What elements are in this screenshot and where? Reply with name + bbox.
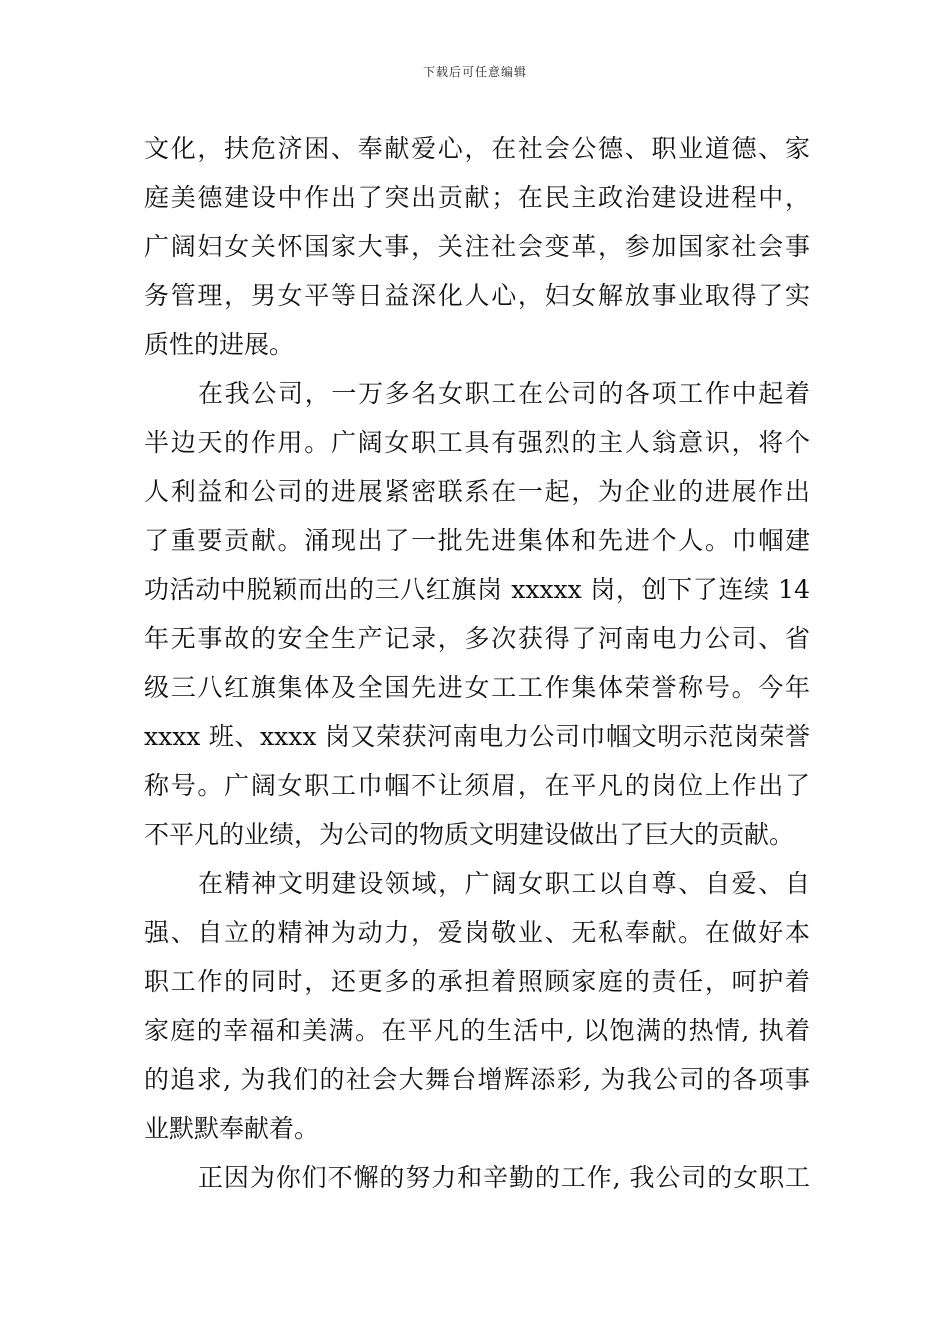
text-line: 正因为你们不懈的努力和辛勤的工作, 我公司的女职工 (198, 1163, 810, 1192)
text-line: 人利益和公司的进展紧密联系在一起，为企业的进展作出 (144, 477, 810, 506)
text-line: 的追求, 为我们的社会大舞台增辉添彩, 为我公司的各项事 (144, 1065, 810, 1094)
text-line: 庭美德建设中作出了突出贡献；在民主政治建设进程中， (144, 183, 810, 212)
text-line: 半边天的作用。广阔女职工具有强烈的主人翁意识，将个 (144, 428, 810, 457)
page-header: 下载后可任意编辑 (422, 65, 527, 79)
paragraph-2 (144, 369, 810, 859)
text-line: 在我公司，一万多名女职工在公司的各项工作中起着 (198, 379, 810, 408)
paragraph-4 (144, 1153, 810, 1202)
text-line: 不平凡的业绩，为公司的物质文明建设做出了巨大的贡献。 (144, 820, 795, 849)
text-line: 务管理，男女平等日益深化人心，妇女解放事业取得了实 (144, 281, 810, 310)
text-line: 称号。广阔女职工巾帼不让须眉，在平凡的岗位上作出了 (144, 771, 810, 800)
text-line: 家庭的幸福和美满。在平凡的生活中, 以饱满的热情, 执着 (144, 1016, 810, 1045)
text-line: 功活动中脱颖而出的三八红旗岗 xxxxx 岗，创下了连续 14 (144, 575, 810, 604)
text-line: xxxx 班、xxxx 岗又荣获河南电力公司巾帼文明示范岗荣誉 (144, 722, 810, 751)
text-line: 文化，扶危济困、奉献爱心，在社会公德、职业道德、家 (144, 134, 810, 163)
text-line: 强、自立的精神为动力，爱岗敬业、无私奉献。在做好本 (144, 918, 810, 947)
text-line: 在精神文明建设领域，广阔女职工以自尊、自爱、自 (198, 869, 810, 898)
text-line: 广阔妇女关怀国家大事，关注社会变革，参加国家社会事 (144, 232, 810, 261)
text-line: 级三八红旗集体及全国先进女工工作集体荣誉称号。今年 (144, 673, 810, 702)
text-line: 职工作的同时，还更多的承担着照顾家庭的责任，呵护着 (144, 967, 810, 996)
paragraph-1 (144, 124, 810, 369)
text-line: 业默默奉献着。 (144, 1114, 320, 1143)
text-line: 年无事故的安全生产记录，多次获得了河南电力公司、省 (144, 624, 810, 653)
text-line: 质性的进展。 (144, 330, 295, 359)
document-body (144, 124, 810, 1202)
text-line: 了重要贡献。涌现出了一批先进集体和先进个人。巾帼建 (144, 526, 810, 555)
paragraph-3 (144, 859, 810, 1153)
